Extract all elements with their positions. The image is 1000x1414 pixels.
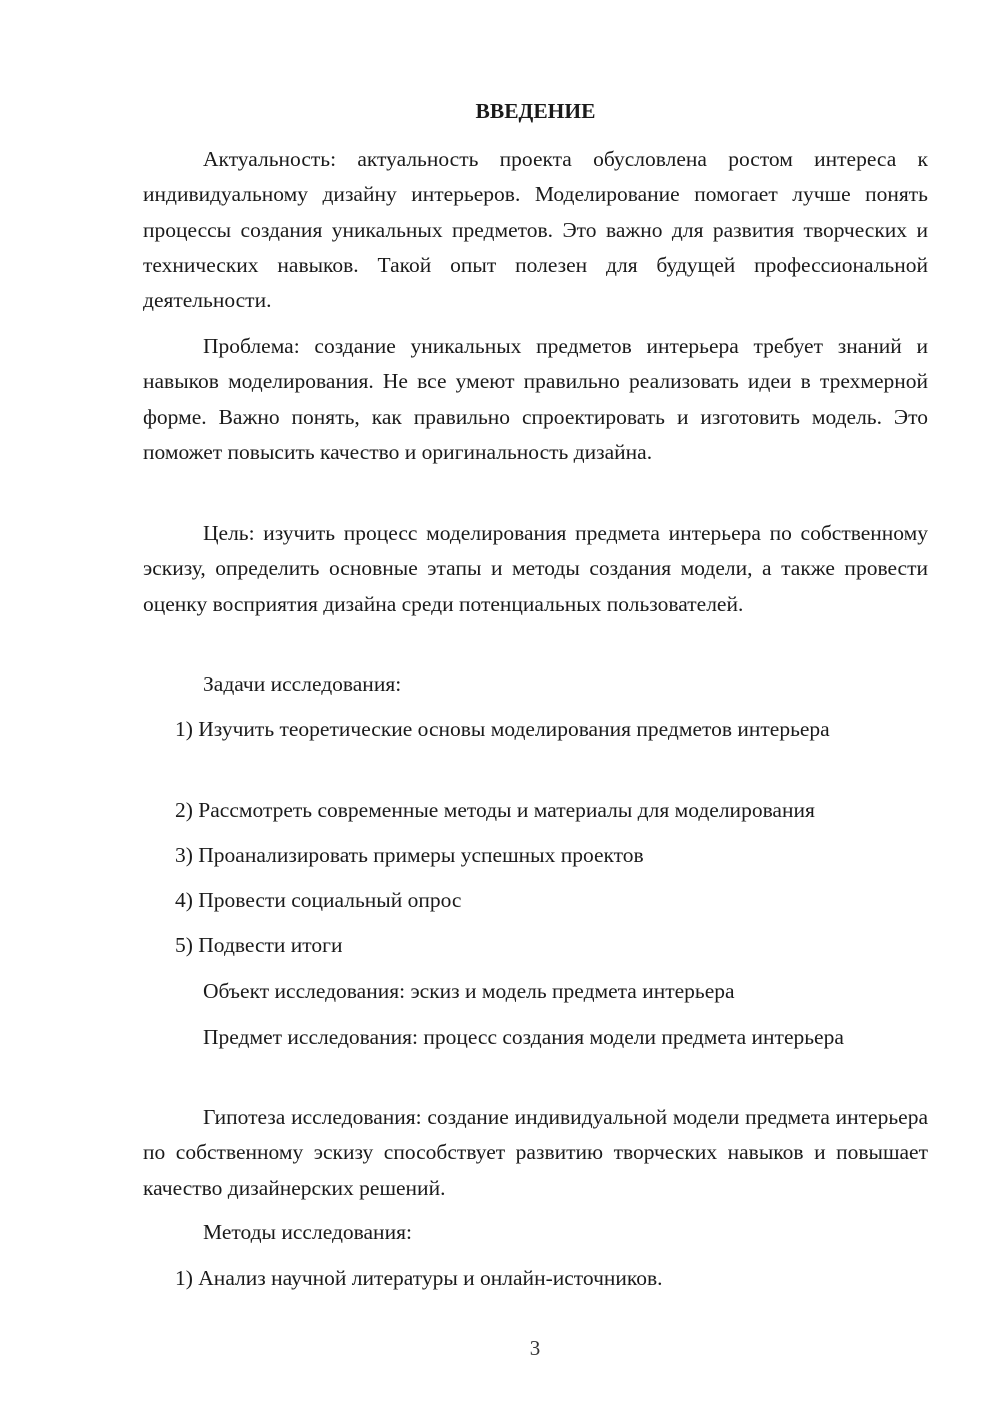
task-item: 3) Проанализировать примеры успешных проектов — [175, 843, 644, 867]
hypothesis-paragraph: Гипотеза исследования: создание индивидуальной модели предмета интерьера по собственному эскизу способствует развитию творческих навыков и повышает качество дизайнерских решений. — [143, 1105, 928, 1200]
problem-paragraph: Проблема: создание уникальных предметов интерьера требует знаний и навыков моделирования. Не все умеют правильно реализовать идеи в трехмерной форме. Важно понять, как правильно спроектировать и изготовить модель. Это поможет повысить качество и оригинальность дизайна. — [143, 334, 928, 464]
method-item: 1) Анализ научной литературы и онлайн-источников. — [175, 1266, 663, 1290]
subject-paragraph: Предмет исследования: процесс создания модели предмета интерьера — [203, 1025, 844, 1049]
task-item: 2) Рассмотреть современные методы и материалы для моделирования — [175, 798, 815, 822]
task-item: 1) Изучить теоретические основы моделирования предметов интерьера — [175, 717, 830, 741]
task-item: 5) Подвести итоги — [175, 933, 343, 957]
relevance-paragraph: Актуальность: актуальность проекта обусловлена ростом интереса к индивидуальному дизайну интерьеров. Моделирование помогает лучше понять процессы создания уникальных предметов. Это важно для развития творческих и технических навыков. Такой опыт полезен для будущей профессиональной деятельности. — [143, 147, 928, 313]
tasks-title: Задачи исследования: — [203, 672, 402, 696]
page-number: 3 — [529, 1336, 541, 1360]
goal-paragraph: Цель: изучить процесс моделирования предмета интерьера по собственному эскизу, определить основные этапы и методы создания модели, а также провести оценку восприятия дизайна среди потенциальных пользователей. — [143, 521, 928, 616]
methods-title: Методы исследования: — [203, 1220, 412, 1244]
section-heading: ВВЕДЕНИЕ — [475, 99, 596, 123]
task-item: 4) Провести социальный опрос — [175, 888, 462, 912]
object-paragraph: Объект исследования: эскиз и модель предмета интерьера — [203, 979, 735, 1003]
